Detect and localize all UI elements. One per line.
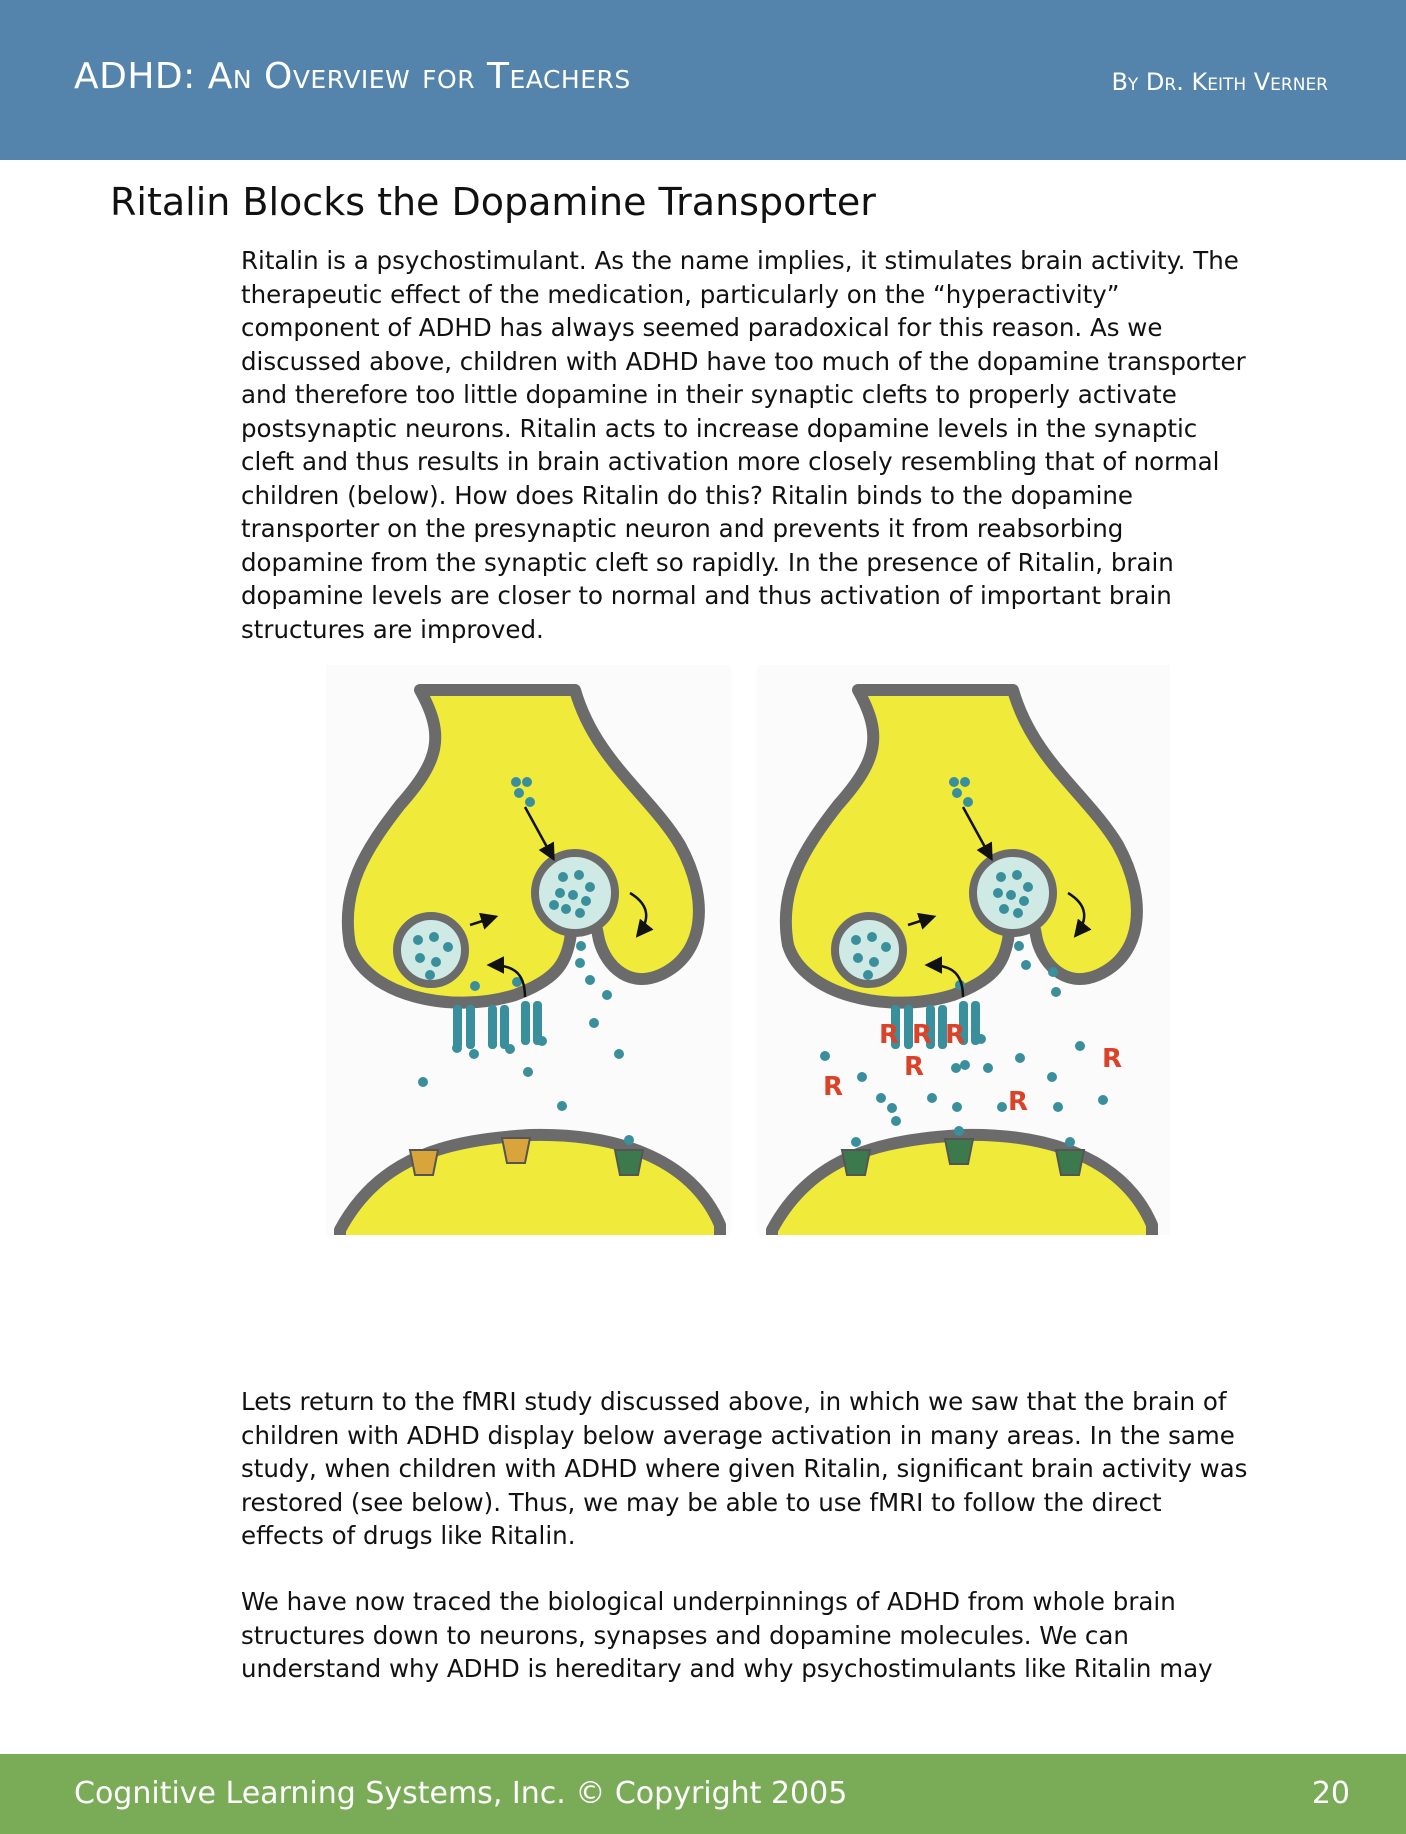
receptor-bound bbox=[945, 1139, 973, 1164]
ritalin-marker: R bbox=[1102, 1044, 1123, 1074]
body-paragraph-3: We have now traced the biological underpinnings of ADHD from whole brain structures down to neurons, synapses and dopamine molecules. We can understand why ADHD is hereditary and why psychostimulants like Ritalin may bbox=[241, 1587, 1213, 1683]
body-paragraph-2: Lets return to the fMRI study discussed above, in which we saw that the brain of children with ADHD display below average activation in many areas. In the same study, when children with ADHD where given Ritalin, significant brain activity was restored (see below). Thus, we may be able to use fMRI to follow the direct effects of drugs like Ritalin. bbox=[241, 1387, 1248, 1550]
caption-with-ritalin bbox=[825, 1302, 1097, 1333]
receptor-bound bbox=[1056, 1150, 1084, 1175]
receptor-bound bbox=[615, 1150, 643, 1175]
page-number: 20 bbox=[1311, 1776, 1350, 1811]
ritalin-marker: R bbox=[823, 1072, 844, 1102]
ritalin-marker: R bbox=[945, 1020, 966, 1050]
caption-with-ritalin-r: R bbox=[998, 1302, 1020, 1333]
body-paragraph-1: Ritalin is a psychostimulant. As the name implies, it stimulates brain activity. The therapeutic effect of the medication, particularly on the “hyperactivity” component of ADHD has always seemed paradoxical for this reason. As we discussed above, children with ADHD have too much of the dopamine transporter and therefore too little dopamine in their synaptic clefts to properly activate postsynaptic neurons. Ritalin acts to increase dopamine levels in the synaptic cleft and thus results in brain activation more closely resembling that of normal children (below). How does Ritalin do this? Ritalin binds to the dopamine transporter on the presynaptic neuron and prevents it from reabsorbing dopamine from the synaptic cleft so rapidly. In the presence of Ritalin, brain dopamine levels are closer to normal and thus activation of important brain structures are improved. bbox=[241, 246, 1246, 644]
ritalin-marker: R bbox=[912, 1020, 933, 1050]
caption-with-ritalin-prefix: ADHD with bbox=[825, 1302, 999, 1333]
receptor-empty bbox=[410, 1150, 438, 1175]
ritalin-marker: R bbox=[1008, 1087, 1029, 1117]
section-title: Ritalin Blocks the Dopamine Transporter bbox=[110, 180, 876, 224]
copyright-notice: Cognitive Learning Systems, Inc. © Copyright 2005 bbox=[74, 1776, 848, 1811]
page-header bbox=[0, 0, 1406, 160]
receptor-bound bbox=[842, 1150, 870, 1175]
receptor-empty bbox=[502, 1138, 530, 1163]
ritalin-marker: R bbox=[904, 1052, 925, 1082]
caption-without-ritalin: ADHD without Ritalin bbox=[358, 1302, 682, 1333]
page-footer bbox=[0, 1754, 1406, 1834]
synapse-figure bbox=[320, 665, 1170, 1333]
caption-with-ritalin-suffix: italin bbox=[1019, 1302, 1098, 1333]
synapse-diagram bbox=[320, 665, 1170, 1275]
ritalin-marker: R bbox=[879, 1020, 900, 1050]
document-title: ADHD: An Overview for Teachers bbox=[74, 56, 631, 97]
panel-with-ritalin bbox=[757, 665, 1170, 1265]
author-byline: By Dr. Keith Verner bbox=[1111, 68, 1328, 96]
panel-without-ritalin bbox=[320, 665, 735, 1265]
